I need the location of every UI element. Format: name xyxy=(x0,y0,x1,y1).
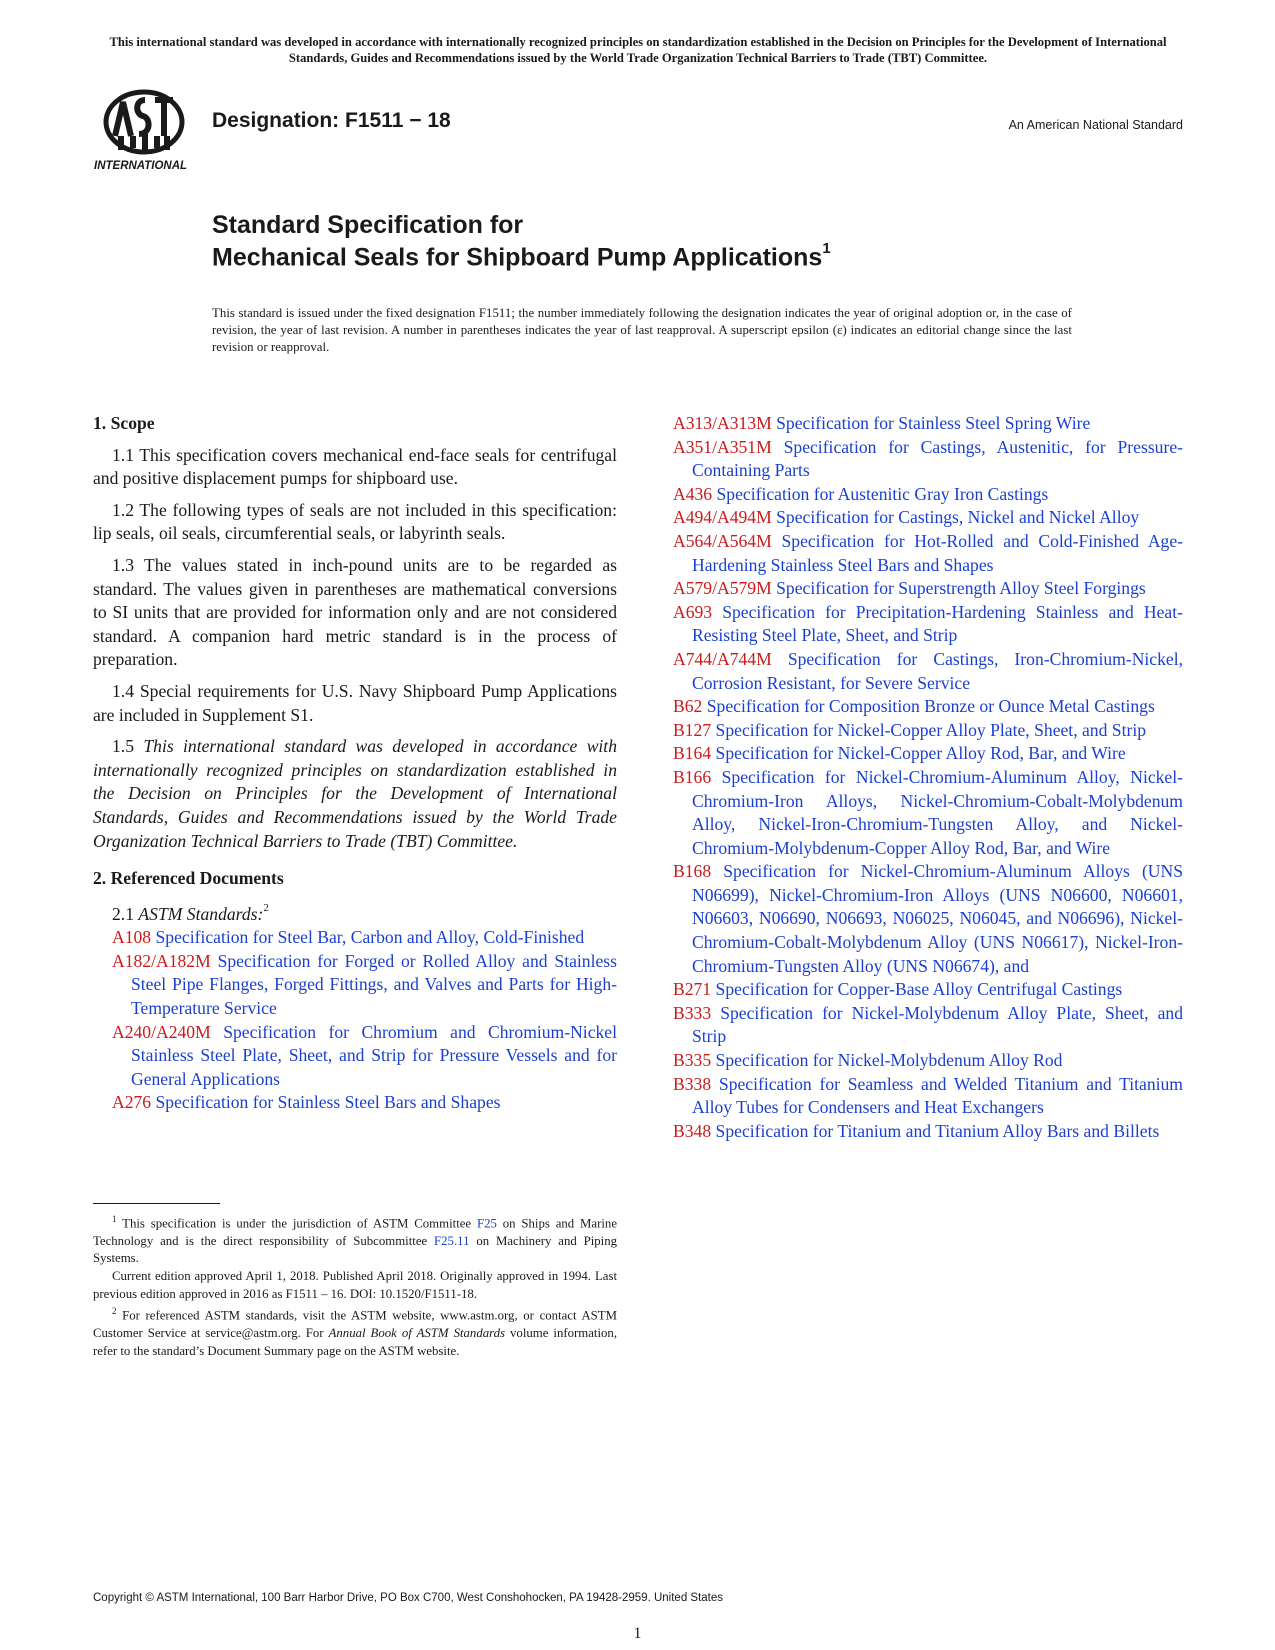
reference-item xyxy=(673,601,1183,648)
reference-title-link[interactable]: Specification for Superstrength Alloy Steel Forgings xyxy=(776,578,1146,599)
reference-item xyxy=(673,695,1183,719)
reference-title-link[interactable]: Specification for Castings, Iron-Chromium-Nickel, Corrosion Resistant, for Severe Service xyxy=(692,648,1183,693)
reference-title-link[interactable]: Specification for Nickel-Copper Alloy Plate, Sheet, and Strip xyxy=(715,719,1147,740)
footnote-1-text-c: on Machinery and Piping Systems. xyxy=(93,1233,618,1266)
footnote-1-text-b: on Ships and Marine Technology and is the direct responsibility of Subcommittee xyxy=(93,1216,617,1248)
committee-f25-link[interactable]: F25 xyxy=(476,1216,497,1231)
reference-code-link[interactable]: A276 xyxy=(112,1092,152,1113)
reference-title-link[interactable]: Specification for Titanium and Titanium Alloy Bars and Billets xyxy=(715,1120,1160,1141)
reference-title-link[interactable]: Specification for Nickel-Chromium-Aluminum Alloys (UNS N06699), Nickel-Chromium-Iron Alloys (UNS N06600, N06601, N06603, N06690, N06693, N06025, N06045, and N06696), Nickel-Chromium-Cobalt-Molybdenum Alloy (UNS N06617), Nickel-Iron-Chromium-Tungsten Alloy (UNS N06674), and xyxy=(692,861,1183,976)
document-title-line2 xyxy=(212,240,831,272)
reference-item xyxy=(673,436,1183,483)
astm-international-logo xyxy=(93,86,195,176)
footnote-2 xyxy=(93,1303,617,1360)
reference-code-link[interactable]: A564/A564M xyxy=(673,530,772,551)
reference-code-link[interactable]: A693 xyxy=(673,601,713,622)
subhead-text: ASTM Standards: xyxy=(138,903,264,924)
reference-code-link[interactable]: B166 xyxy=(673,766,712,787)
title-footnote-mark: 1 xyxy=(822,240,831,257)
reference-code-link[interactable]: A351/A351M xyxy=(673,436,772,457)
paragraph-1-5-text: This international standard was developed in accordance with internationally recognized principles on standardization established in the Decision on Principles for the Development of International Standards, Guides and Recommendations issued by the World Trade Organization Technical Barriers to Trade (TBT) Committee. xyxy=(93,736,617,851)
reference-item xyxy=(673,978,1183,1002)
footnote-2-text-a: For referenced ASTM standards, visit the ASTM website, www.astm.org, or contact ASTM Customer Service at service@astm.org. For xyxy=(93,1308,617,1341)
left-column xyxy=(93,412,617,1115)
title-text: Mechanical Seals for Shipboard Pump Applications xyxy=(212,243,823,272)
reference-code-link[interactable]: B271 xyxy=(673,979,712,1000)
reference-item xyxy=(673,719,1183,743)
subhead-footnote-mark: 2 xyxy=(263,901,269,914)
reference-title-link[interactable]: Specification for Nickel-Molybdenum Alloy Plate, Sheet, and Strip xyxy=(692,1002,1183,1047)
reference-title-link[interactable]: Specification for Composition Bronze or Ounce Metal Castings xyxy=(706,696,1155,717)
reference-code-link[interactable]: A494/A494M xyxy=(673,507,772,528)
astm-logo-icon xyxy=(93,86,195,176)
reference-item xyxy=(673,766,1183,860)
reference-title-link[interactable]: Specification for Castings, Nickel and Nickel Alloy xyxy=(776,507,1140,528)
reference-item xyxy=(673,530,1183,577)
reference-item xyxy=(673,577,1183,601)
reference-title-link[interactable]: Specification for Austenitic Gray Iron Castings xyxy=(716,483,1049,504)
reference-list-right xyxy=(673,412,1183,1143)
reference-title-link[interactable]: Specification for Nickel-Molybdenum Alloy Rod xyxy=(715,1050,1063,1071)
reference-code-link[interactable]: B335 xyxy=(673,1050,712,1071)
reference-code-link[interactable]: B338 xyxy=(673,1073,712,1094)
subcommittee-f25-11-link[interactable]: F25.11 xyxy=(434,1233,470,1248)
reference-title-link[interactable]: Specification for Castings, Austenitic, for Pressure-Containing Parts xyxy=(692,436,1183,481)
reference-code-link[interactable]: A108 xyxy=(112,927,152,948)
reference-code-link[interactable]: A313/A313M xyxy=(673,413,772,433)
reference-title-link[interactable]: Specification for Nickel-Copper Alloy Rod, Bar, and Wire xyxy=(715,743,1126,764)
reference-item xyxy=(93,1091,617,1115)
paragraph-1-5 xyxy=(93,735,617,853)
page-number: 1 xyxy=(633,1625,642,1642)
footnote-2-italic: Annual Book of ASTM Standards xyxy=(328,1326,506,1341)
reference-title-link[interactable]: Specification for Forged or Rolled Alloy and Stainless Steel Pipe Flanges, Forged Fittings, and Valves and Parts for High-Temperature Service xyxy=(131,950,617,1018)
reference-title-link[interactable]: Specification for Nickel-Chromium-Aluminum Alloy, Nickel-Chromium-Iron Alloys, Nickel-Chromium-Cobalt-Molybdenum Alloy, Nickel-Iron-Chromium-Tungsten Alloy, and Nickel-Chromium-Molybdenum-Copper Alloy Rod, Bar, and Wire xyxy=(692,766,1183,858)
national-standard-label: An American National Standard xyxy=(1008,118,1183,132)
footnote-1 xyxy=(93,1211,617,1268)
paragraph-1-1: 1.1 This specification covers mechanical end-face seals for centrifugal and positive displacement pumps for shipboard use. xyxy=(93,444,617,489)
reference-list-left xyxy=(93,926,617,1115)
reference-title-link[interactable]: Specification for Copper-Base Alloy Centrifugal Castings xyxy=(715,979,1123,1000)
reference-code-link[interactable]: A744/A744M xyxy=(673,648,772,669)
reference-title-link[interactable]: Specification for Chromium and Chromium-Nickel Stainless Steel Plate, Sheet, and Strip for Pressure Vessels and for General Applications xyxy=(131,1021,618,1089)
reference-item xyxy=(673,506,1183,530)
reference-item xyxy=(673,1002,1183,1049)
paragraph-1-5-number: 1.5 xyxy=(112,736,134,757)
reference-code-link[interactable]: B164 xyxy=(673,743,712,764)
reference-code-link[interactable]: A240/A240M xyxy=(112,1021,211,1042)
reference-item xyxy=(673,860,1183,978)
subhead-number: 2.1 xyxy=(112,903,134,924)
section-heading-scope: 1. Scope xyxy=(93,413,155,433)
paragraph-1-3: 1.3 The values stated in inch-pound units are to be regarded as standard. The values given in parentheses are mathematical conversions to SI units that are provided for information only and are not considered standard. A companion hard metric standard is in the process of preparation. xyxy=(93,554,617,670)
reference-code-link[interactable]: A436 xyxy=(673,483,713,504)
section-heading-referenced-documents: 2. Referenced Documents xyxy=(93,868,284,889)
reference-item xyxy=(673,1120,1183,1144)
reference-item xyxy=(93,926,617,950)
international-standard-notice: This international standard was developed in accordance with internationally recognized principles on standardization established in the Decision on Principles for the Development of International Standards, Guides and Recommendations issued by the World Trade Organization Technical Barriers to Trade (TBT) Committee. xyxy=(109,35,1167,65)
reference-title-link[interactable]: Specification for Stainless Steel Spring Wire xyxy=(776,413,1091,433)
paragraph-1-2: 1.2 The following types of seals are not included in this specification: lip seals, oil seals, circumferential seals, or labyrinth seals. xyxy=(93,499,617,544)
reference-code-link[interactable]: A182/A182M xyxy=(112,950,211,971)
reference-title-link[interactable]: Specification for Steel Bar, Carbon and Alloy, Cold-Finished xyxy=(155,927,585,948)
reference-title-link[interactable]: Specification for Seamless and Welded Titanium and Titanium Alloy Tubes for Condensers and Heat Exchangers xyxy=(692,1073,1183,1118)
svg-text:INTERNATIONAL: INTERNATIONAL xyxy=(94,160,188,172)
reference-code-link[interactable]: B333 xyxy=(673,1002,712,1023)
footnotes xyxy=(93,1211,617,1360)
footnote-2-mark: 2 xyxy=(112,1306,117,1317)
paragraph-1-4: 1.4 Special requirements for U.S. Navy Shipboard Pump Applications are included in Supplement S1. xyxy=(93,680,617,725)
footnote-1-text-a: This specification is under the jurisdiction of ASTM Committee xyxy=(122,1216,472,1231)
reference-code-link[interactable]: B168 xyxy=(673,861,712,882)
footnote-divider xyxy=(93,1203,220,1204)
reference-item xyxy=(673,1073,1183,1120)
reference-item xyxy=(93,950,617,1021)
reference-title-link[interactable]: Specification for Precipitation-Hardening Stainless and Heat-Resisting Steel Plate, Sheet, and Strip xyxy=(692,601,1183,646)
footnote-1-edition: Current edition approved April 1, 2018. Published April 2018. Originally approved in 1994. Last previous edition approved in 2016 as F1511 – 16. DOI: 10.1520/F1511-18. xyxy=(93,1269,617,1301)
right-column xyxy=(673,412,1183,1143)
reference-code-link[interactable]: B348 xyxy=(673,1120,712,1141)
reference-title-link[interactable]: Specification for Hot-Rolled and Cold-Finished Age-Hardening Stainless Steel Bars and Shapes xyxy=(692,530,1183,575)
designation: Designation: F1511 − 18 xyxy=(212,109,451,132)
reference-item xyxy=(673,412,1183,436)
reference-title-link[interactable]: Specification for Stainless Steel Bars and Shapes xyxy=(155,1092,501,1113)
reference-item xyxy=(673,648,1183,695)
reference-code-link[interactable]: A579/A579M xyxy=(673,578,772,599)
reference-item xyxy=(673,742,1183,766)
reference-item xyxy=(673,483,1183,507)
astm-standards-subhead xyxy=(93,899,617,926)
document-title-line1: Standard Specification for xyxy=(212,211,524,239)
reference-item xyxy=(673,1049,1183,1073)
issue-note: This standard is issued under the fixed designation F1511; the number immediately following the designation indicates the year of original adoption or, in the case of revision, the year of last revision. A number in parentheses indicates the year of last reapproval. A superscript epsilon (ε) indicates an editorial change since the last revision or reapproval. xyxy=(212,306,1072,354)
reference-code-link[interactable]: B127 xyxy=(673,719,712,740)
footnote-2-text-b: volume information, refer to the standard’s Document Summary page on the ASTM website. xyxy=(93,1326,618,1358)
copyright-line: Copyright © ASTM International, 100 Barr Harbor Drive, PO Box C700, West Conshohocken, PA 19428-2959. United States xyxy=(93,1592,724,1604)
reference-item xyxy=(93,1021,617,1092)
footnote-1-mark: 1 xyxy=(112,1214,117,1224)
reference-code-link[interactable]: B62 xyxy=(673,696,703,717)
